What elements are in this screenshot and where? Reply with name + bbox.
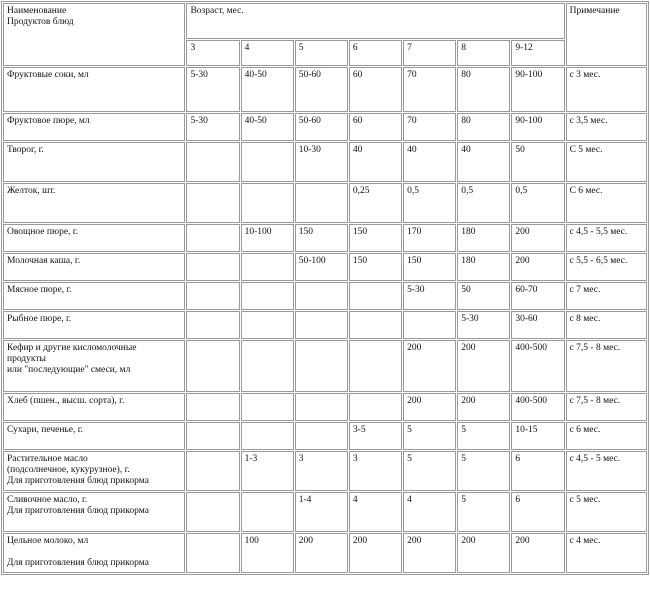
- value-cell: 5-30: [186, 67, 239, 112]
- value-cell: 200: [349, 533, 402, 573]
- value-cell: 90-100: [511, 113, 564, 141]
- value-cell: 40-50: [241, 113, 294, 141]
- product-name-line: Овощное пюре, г.: [7, 227, 78, 237]
- header-name-line2: Продуктов блюд: [7, 17, 74, 27]
- product-name-line: Рыбное пюре, г.: [7, 314, 72, 324]
- value-cell: [186, 451, 239, 491]
- value-cell: 200: [511, 253, 564, 281]
- value-cell: 1-3: [241, 451, 294, 491]
- product-name-cell: [3, 253, 185, 281]
- table-row: [3, 253, 647, 281]
- value-cell: 0,25: [349, 183, 402, 223]
- product-name-line: Кефир и другие кисломолочные: [7, 343, 137, 353]
- value-cell: 50: [511, 142, 564, 182]
- header-note-label: Примечание: [569, 6, 620, 16]
- month-cell: 3: [186, 40, 239, 66]
- note-cell: с 4,5 - 5 мес.: [566, 451, 647, 491]
- product-name-line: Фруктовые соки, мл: [7, 70, 89, 80]
- product-name-line: Сливочное масло, г.: [7, 495, 88, 505]
- value-cell: 1-4: [295, 492, 348, 532]
- product-name-line: [7, 547, 181, 558]
- value-cell: 4: [349, 492, 402, 532]
- table-row: [3, 113, 647, 141]
- product-name-line: Хлеб (пшен., высш. сорта), г.: [7, 396, 125, 406]
- product-name-cell: [3, 340, 185, 392]
- product-name-line: Для приготовления блюд прикорма: [7, 476, 149, 486]
- value-cell: 5: [457, 451, 510, 491]
- product-name-cell: [3, 311, 185, 339]
- value-cell: [241, 422, 294, 450]
- value-cell: 70: [403, 67, 456, 112]
- value-cell: [186, 253, 239, 281]
- value-cell: 60-70: [511, 282, 564, 310]
- header-row: [3, 3, 647, 39]
- value-cell: 170: [403, 224, 456, 252]
- product-name-line: Для приготовления блюд прикорма: [7, 506, 149, 516]
- note-cell: с 3,5 мес.: [566, 113, 647, 141]
- value-cell: [295, 340, 348, 392]
- note-cell: с 7,5 - 8 мес.: [566, 393, 647, 421]
- value-cell: [295, 311, 348, 339]
- value-cell: 50-100: [295, 253, 348, 281]
- value-cell: 3: [349, 451, 402, 491]
- note-cell: с 4,5 - 5,5 мес.: [566, 224, 647, 252]
- value-cell: 5-30: [403, 282, 456, 310]
- value-cell: [241, 142, 294, 182]
- value-cell: 180: [457, 224, 510, 252]
- value-cell: 5: [403, 422, 456, 450]
- value-cell: 5: [457, 492, 510, 532]
- note-cell: с 4 мес.: [566, 533, 647, 573]
- table-row: [3, 492, 647, 532]
- product-name-line: продукты: [7, 354, 46, 364]
- product-name-line: Мясное пюре, г.: [7, 285, 72, 295]
- value-cell: 5: [457, 422, 510, 450]
- value-cell: [186, 393, 239, 421]
- product-name-cell: [3, 67, 185, 112]
- note-cell: с 5 мес.: [566, 492, 647, 532]
- value-cell: [403, 311, 456, 339]
- month-cell: 9-12: [511, 40, 564, 66]
- value-cell: [241, 183, 294, 223]
- month-cell: 7: [403, 40, 456, 66]
- header-age-label: Возраст, мес.: [190, 6, 244, 16]
- value-cell: 50-60: [295, 113, 348, 141]
- value-cell: 150: [403, 253, 456, 281]
- value-cell: [186, 224, 239, 252]
- value-cell: [295, 282, 348, 310]
- table-row: [3, 393, 647, 421]
- value-cell: [349, 340, 402, 392]
- table-row: [3, 183, 647, 223]
- product-name-cell: [3, 282, 185, 310]
- header-age-cell: [186, 3, 564, 39]
- month-cell: 8: [457, 40, 510, 66]
- product-name-line: Сухари, печенье, г.: [7, 425, 83, 435]
- value-cell: 200: [403, 393, 456, 421]
- product-name-cell: [3, 451, 185, 491]
- month-cell: 6: [349, 40, 402, 66]
- product-name-cell: [3, 533, 185, 573]
- value-cell: 6: [511, 492, 564, 532]
- value-cell: 90-100: [511, 67, 564, 112]
- value-cell: 60: [349, 67, 402, 112]
- value-cell: 60: [349, 113, 402, 141]
- value-cell: 200: [511, 224, 564, 252]
- table-row: [3, 451, 647, 491]
- value-cell: [241, 393, 294, 421]
- product-name-line: Желток, шт.: [7, 186, 56, 196]
- product-name-cell: [3, 422, 185, 450]
- value-cell: [186, 340, 239, 392]
- value-cell: [349, 393, 402, 421]
- table-row: [3, 142, 647, 182]
- note-cell: С 5 мес.: [566, 142, 647, 182]
- value-cell: 0,5: [457, 183, 510, 223]
- header-name-cell: [3, 3, 185, 66]
- product-name-cell: [3, 393, 185, 421]
- product-name-cell: [3, 492, 185, 532]
- note-cell: с 7 мес.: [566, 282, 647, 310]
- value-cell: [295, 393, 348, 421]
- value-cell: 5: [403, 451, 456, 491]
- note-cell: с 3 мес.: [566, 67, 647, 112]
- value-cell: 80: [457, 67, 510, 112]
- value-cell: 40-50: [241, 67, 294, 112]
- table-row: [3, 282, 647, 310]
- value-cell: [295, 422, 348, 450]
- value-cell: [241, 253, 294, 281]
- value-cell: 3-5: [349, 422, 402, 450]
- value-cell: [349, 311, 402, 339]
- value-cell: 5-30: [457, 311, 510, 339]
- value-cell: 100: [241, 533, 294, 573]
- value-cell: 6: [511, 451, 564, 491]
- product-name-cell: [3, 113, 185, 141]
- value-cell: [186, 142, 239, 182]
- feeding-table: [1, 1, 649, 575]
- value-cell: [186, 492, 239, 532]
- value-cell: [186, 422, 239, 450]
- table-row: [3, 224, 647, 252]
- value-cell: 180: [457, 253, 510, 281]
- table-row: [3, 422, 647, 450]
- table-row: [3, 67, 647, 112]
- value-cell: 200: [457, 533, 510, 573]
- month-cell: 5: [295, 40, 348, 66]
- value-cell: [186, 183, 239, 223]
- product-name-cell: [3, 224, 185, 252]
- value-cell: 50: [457, 282, 510, 310]
- value-cell: [295, 183, 348, 223]
- value-cell: [241, 340, 294, 392]
- value-cell: [186, 311, 239, 339]
- value-cell: 10-30: [295, 142, 348, 182]
- value-cell: [241, 311, 294, 339]
- value-cell: 200: [457, 340, 510, 392]
- product-name-line: Растительное масло: [7, 454, 88, 464]
- value-cell: 400-500: [511, 340, 564, 392]
- table-row: [3, 533, 647, 573]
- value-cell: [186, 533, 239, 573]
- value-cell: 5-30: [186, 113, 239, 141]
- table-row: [3, 340, 647, 392]
- value-cell: 80: [457, 113, 510, 141]
- value-cell: [349, 282, 402, 310]
- value-cell: 30-60: [511, 311, 564, 339]
- value-cell: 200: [457, 393, 510, 421]
- header-note-cell: [566, 3, 647, 66]
- value-cell: 200: [511, 533, 564, 573]
- value-cell: 40: [349, 142, 402, 182]
- value-cell: 400-500: [511, 393, 564, 421]
- product-name-line: Фруктовое пюре, мл: [7, 116, 90, 126]
- product-name-line: (подсолнечное, кукурузное), г.: [7, 465, 130, 475]
- value-cell: 150: [349, 253, 402, 281]
- value-cell: 40: [403, 142, 456, 182]
- note-cell: с 6 мес.: [566, 422, 647, 450]
- table-row: [3, 311, 647, 339]
- value-cell: 3: [295, 451, 348, 491]
- value-cell: 10-15: [511, 422, 564, 450]
- value-cell: 0,5: [511, 183, 564, 223]
- value-cell: 150: [295, 224, 348, 252]
- note-cell: с 8 мес.: [566, 311, 647, 339]
- value-cell: 10-100: [241, 224, 294, 252]
- value-cell: 200: [295, 533, 348, 573]
- product-name-line: Цельное молоко, мл: [7, 536, 89, 546]
- product-name-line: или "последующие" смеси, мл: [7, 365, 131, 375]
- note-cell: с 5,5 - 6,5 мес.: [566, 253, 647, 281]
- table-body: [3, 3, 647, 573]
- note-cell: С 6 мес.: [566, 183, 647, 223]
- header-name-line1: Наименование: [7, 6, 67, 16]
- value-cell: 40: [457, 142, 510, 182]
- product-name-cell: [3, 183, 185, 223]
- value-cell: [241, 282, 294, 310]
- value-cell: 4: [403, 492, 456, 532]
- product-name-line: Для приготовления блюд прикорма: [7, 558, 149, 568]
- value-cell: 50-60: [295, 67, 348, 112]
- note-cell: с 7,5 - 8 мес.: [566, 340, 647, 392]
- value-cell: 70: [403, 113, 456, 141]
- value-cell: 0,5: [403, 183, 456, 223]
- value-cell: [186, 282, 239, 310]
- product-name-line: Молочная каша, г.: [7, 256, 81, 266]
- value-cell: [241, 492, 294, 532]
- month-cell: 4: [241, 40, 294, 66]
- product-name-line: Творог, г.: [7, 145, 44, 155]
- value-cell: 200: [403, 340, 456, 392]
- value-cell: 200: [403, 533, 456, 573]
- value-cell: 150: [349, 224, 402, 252]
- product-name-cell: [3, 142, 185, 182]
